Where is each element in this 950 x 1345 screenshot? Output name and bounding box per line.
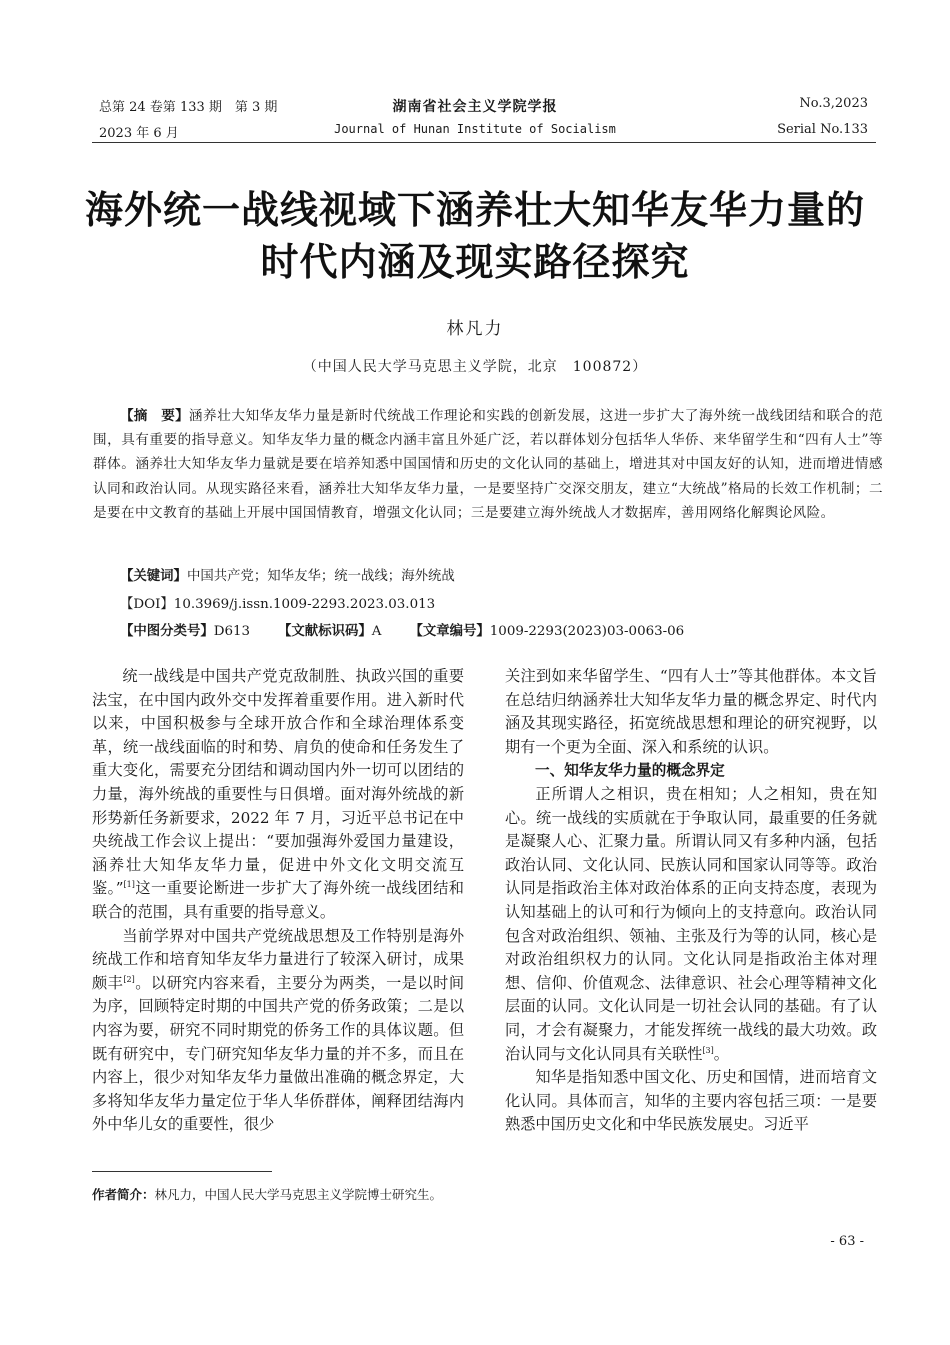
abstract-text: 涵养壮大知华友华力量是新时代统战工作理论和实践的创新发展，这进一步扩大了海外统一战线团结和联合的范围，具有重要的指导意义。知华友华力量的概念内涵丰富且外延广泛，若以群体划分包括华人华侨、来华留学生和“四有人士”等群体。涵养壮大知华友华力量就是要在培养知悉中国国情和历史的文化认同的基础上，增进其对中国友好的认知，进而增进情感认同和政治认同。从现实路径来看，涵养壮大知华友华力量，一是要坚持广交深交朋友，建立“大统战”格局的长效工作机制；二是要在中文教育的基础上开展中国国情教育，增强文化认同；三是要建立海外统战人才数据库，善用网络化解舆论风险。 bbox=[93, 408, 883, 521]
keywords-text: 中国共产党；知华友华；统一战线；海外统战 bbox=[186, 569, 455, 584]
abstract-label: 【摘 要】 bbox=[120, 408, 189, 424]
page-number: - 63 - bbox=[830, 1234, 864, 1249]
issue-info: 总第 24 卷第 133 期 第 3 期 bbox=[99, 100, 278, 115]
doi-label: 【DOI】 bbox=[120, 597, 174, 612]
footnote-divider bbox=[92, 1171, 272, 1172]
paragraph-text: 这一重要论断进一步扩大了海外统一战线团结和联合的范围，具有重要的指导意义。 bbox=[92, 879, 464, 921]
doi bbox=[120, 593, 435, 612]
author-affiliation: （中国人民大学马克思主义学院，北京 100872） bbox=[302, 359, 648, 375]
issue-number: No.3,2023 bbox=[799, 96, 868, 111]
citation-ref: [1] bbox=[123, 880, 135, 890]
header-divider bbox=[92, 142, 876, 143]
doc-code-label: 【文献标识码】 bbox=[278, 624, 372, 639]
title-line-1: 海外统一战线视域下涵养壮大知华友华力量的 bbox=[84, 188, 865, 232]
paragraph-text: 统一战线是中国共产党克敌制胜、执政兴国的重要法宝，在中国内政外交中发挥着重要作用。进入新时代以来，中国积极参与全球开放合作和全球治理体系变革，统一战线面临的时和势、肩负的使命和任务发生了重大变化，需要充分团结和调动国内外一切可以团结的力量，海外统战的重要性与日俱增。面对海外统战的新形势新任务新要求，2022 年 7 月，习近平总书记在中央统战工作会议上提出：“要加强海外爱国力量建设，涵养壮大知华友华力量，促进中外文化文明交流互鉴。” bbox=[92, 667, 464, 898]
footnote-text: 林凡力，中国人民大学马克思主义学院博士研究生。 bbox=[154, 1187, 443, 1202]
paragraph-text: 。 bbox=[713, 1044, 729, 1063]
body-paragraph: 关注到如来华留学生、“四有人士”等其他群体。本文旨在总结归纳涵养壮大知华友华力量的概念界定、时代内涵及其现实路径，拓宽统战思想和理论的研究视野，以期有一个更为全面、深入和系统的认识。 bbox=[505, 667, 877, 756]
paragraph-text: 。以研究内容来看，主要分为两类，一是以时间为序，回顾特定时期的中国共产党的侨务政策；二是以内容为要，研究不同时期党的侨务工作的具体议题。但既有研究中，专门研究知华友华力量的并不多，而且在内容上，很少对知华友华力量做出准确的概念界定，大多将知华友华力量定位于华人华侨群体，阐释团结海内外中华儿女的重要性，很少 bbox=[92, 973, 465, 1134]
publication-date: 2023 年 6 月 bbox=[99, 126, 179, 141]
abstract bbox=[93, 404, 883, 525]
paragraph-text: 正所谓人之相识，贵在相知；人之相知，贵在知心。统一战线的实质就在于争取认同，最重要的任务就是凝聚人心、汇聚力量。所谓认同又有多种内涵，包括政治认同、文化认同、民族认同和国家认同等等。政治认同是指政治主体对政治体系的正向支持态度，表现为认知基础上的认可和行为倾向上的支持意向。政治认同包含对政治组织、领袖、主张及行为等的认同，核心是对政治组织权力的认同。文化认同是指政治主体对理想、信仰、价值观念、法律意识、社会心理等精神文化层面的认同。文化认同是一切社会认同的基础。有了认同，才会有凝聚力，才能发挥统一战线的最大功效。政治认同与文化认同具有关联性 bbox=[505, 784, 877, 1063]
citation-ref: [3] bbox=[702, 1045, 714, 1055]
body-paragraph: 知华是指知悉中国文化、历史和国情，进而培育文化认同。具体而言，知华的主要内容包括三项：一是要熟悉中国历史文化和中华民族发展史。习近平 bbox=[505, 1068, 877, 1134]
body-paragraph bbox=[92, 925, 464, 1137]
author-name: 林凡力 bbox=[446, 319, 504, 339]
keywords bbox=[120, 565, 455, 584]
section-heading: 一、知华友华力量的概念界定 bbox=[535, 762, 725, 780]
article-number-label: 【文章编号】 bbox=[409, 624, 490, 639]
doi-value: 10.3969/j.issn.1009-2293.2023.03.013 bbox=[173, 597, 436, 612]
paragraph-text: 当前学界对中国共产党统战思想及工作特别是海外统战工作和培育知华友华力量进行了较深入研讨，成果颇丰 bbox=[92, 926, 464, 992]
keywords-label: 【关键词】 bbox=[120, 569, 187, 584]
citation-ref: [2] bbox=[123, 974, 135, 984]
doc-code-value: A bbox=[371, 624, 382, 639]
journal-name-en: Journal of Hunan Institute of Socialism bbox=[334, 122, 616, 136]
body-paragraph bbox=[505, 783, 877, 1066]
body-column-right bbox=[505, 665, 877, 1137]
serial-number: Serial No.133 bbox=[777, 122, 868, 137]
body-column-left bbox=[92, 665, 464, 1137]
body-paragraph bbox=[92, 665, 464, 925]
author-footnote bbox=[92, 1185, 442, 1203]
clc-label: 【中图分类号】 bbox=[120, 624, 214, 639]
article-title bbox=[0, 184, 950, 288]
title-line-2: 时代内涵及现实路径探究 bbox=[260, 240, 690, 284]
footnote-label: 作者简介： bbox=[92, 1187, 155, 1202]
article-number-value: 1009-2293(2023)03-0063-06 bbox=[489, 624, 685, 639]
journal-name-cn: 湖南省社会主义学院学报 bbox=[392, 99, 558, 115]
classification-row bbox=[120, 620, 684, 639]
clc-value: D613 bbox=[213, 624, 251, 639]
